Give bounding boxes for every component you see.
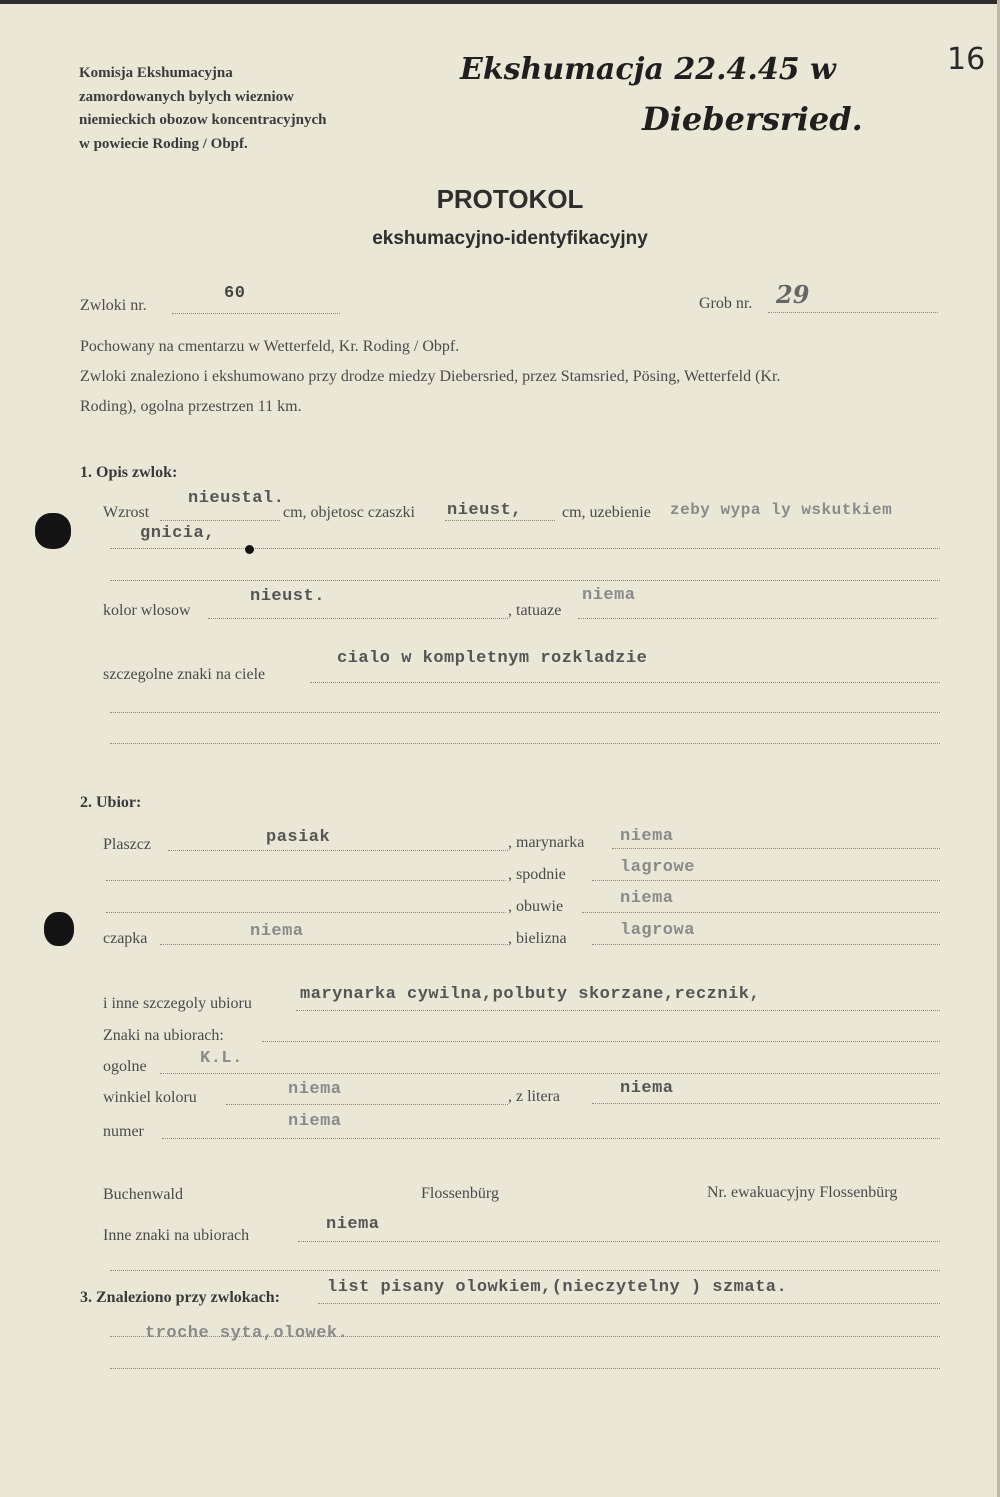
body-marks-line-3 [110,743,940,744]
other-clothing-marks-line [298,1241,940,1242]
document-subtitle: ekshumacyjno-identyfikacyjny [372,228,648,249]
institution-header [79,62,326,156]
flossenburg-label: Flossenbürg [421,1185,499,1202]
section2-heading: 2. Ubior: [80,794,142,811]
number-value: niema [288,1112,342,1131]
winkel-color-value: niema [288,1080,342,1099]
document-title: PROTOKOL [436,184,584,214]
skull-line [445,520,555,521]
other-clothing-line [296,1010,940,1011]
grave-number-label: Grob nr. [699,295,753,312]
other-clothing-value: marynarka cywilna,polbuty skorzane,recznik, [300,985,761,1004]
jacket-label: , marynarka [508,834,585,851]
tattoo-line [578,618,938,619]
teeth-line-2 [110,548,940,549]
found-items-value-line2: troche syta,olowek. [145,1324,349,1343]
institution-line: zamordowanych bylych wiezniow [79,88,294,105]
punch-hole [44,912,74,946]
cap-value: niema [250,922,304,941]
height-line [160,520,280,521]
tattoo-value: niema [582,586,636,605]
tattoo-label: , tatuaze [508,602,562,619]
jacket-value: niema [620,827,674,846]
clothing-marks-line [262,1041,940,1042]
found-items-line-3 [110,1368,940,1369]
letter-line [592,1103,940,1104]
cap-line [160,944,508,945]
cap-label: czapka [103,930,148,947]
ink-dot [245,545,254,554]
underwear-value: lagrowa [620,921,695,940]
body-number-line [172,313,340,314]
underwear-label: , bielizna [508,930,567,947]
buchenwald-label: Buchenwald [103,1186,183,1203]
trousers-label: , spodnie [508,866,566,883]
section1-heading: 1. Opis zwlok: [80,464,178,481]
institution-line: Komisja Ekshumacyjna [79,65,233,81]
institution-line: niemieckich obozow koncentracyjnych [79,112,327,128]
jacket-line [612,848,940,849]
skull-value: nieust, [447,501,522,520]
body-marks-line-2 [110,712,940,713]
hair-color-value: nieust. [250,587,325,606]
institution-line: w powiecie Roding / Obpf. [79,135,248,152]
trousers-value: lagrowe [620,858,695,877]
grave-number-line [768,312,938,313]
body-marks-line [310,682,940,683]
punch-hole [35,513,71,549]
coat-label: Plaszcz [103,836,151,853]
section3-heading: 3. Znaleziono przy zwlokach: [80,1289,280,1306]
letter-value: niema [620,1079,674,1098]
other-clothing-marks-label: Inne znaki na ubiorach [103,1227,250,1244]
handwritten-exhumation-date: Ekshumacja 22.4.45 w [460,52,836,87]
general-marks-line [160,1073,940,1074]
height-value: nieustal. [188,489,285,508]
winkel-color-line [226,1104,508,1105]
shoes-value: niema [620,889,674,908]
evacuation-number-label: Nr. ewakuacyjny Flossenbürg [707,1184,898,1201]
body-number-value: 60 [224,284,246,303]
coat-line-3 [106,912,506,913]
teeth-label: cm, uzebienie [562,504,651,521]
coat-line-2 [106,880,506,881]
shoes-line [582,912,940,913]
winkel-color-label: winkiel koloru [103,1089,197,1106]
handwritten-place: Diebersried. [642,100,863,138]
underwear-line [592,944,940,945]
shoes-label: , obuwie [508,898,564,915]
coat-line [168,850,508,851]
hair-color-label: kolor wlosow [103,602,191,619]
coat-value: pasiak [266,828,331,847]
clothing-marks-label: Znaki na ubiorach: [103,1027,224,1044]
found-text-line1: Zwloki znaleziono i ekshumowano przy drodze miedzy Diebersried, przez Stamsried, Pösing, Wetterfeld (Kr. [80,368,781,385]
body-marks-label: szczegolne znaki na ciele [103,666,266,683]
general-marks-value: K.L. [200,1049,243,1068]
other-clothing-label: i inne szczegoly ubioru [103,995,252,1012]
body-marks-value: cialo w kompletnym rozkladzie [337,649,648,668]
hair-color-line [208,618,508,619]
letter-label: , z litera [508,1088,560,1105]
other-clothing-marks-line-2 [110,1270,940,1271]
page-number: 16 [947,42,986,77]
found-text-line2: Roding), ogolna przestrzen 11 km. [80,398,302,415]
burial-text: Pochowany na cmentarzu w Wetterfeld, Kr. Roding / Obpf. [80,338,460,355]
body-number-label: Zwloki nr. [80,297,147,314]
height-label: Wzrost [103,504,150,521]
number-line [162,1138,940,1139]
trousers-line [592,880,940,881]
number-label: numer [103,1123,144,1140]
grave-number-value: 29 [776,280,810,309]
teeth-value: zeby wypa ly wskutkiem [670,501,893,519]
teeth-value-continued: gnicia, [140,524,215,543]
found-items-line [318,1303,940,1304]
general-marks-label: ogolne [103,1058,147,1075]
found-items-value-line1: list pisany olowkiem,(nieczytelny ) szmata. [327,1278,788,1297]
teeth-line-3 [110,580,940,581]
other-clothing-marks-value: niema [326,1215,380,1234]
skull-label: cm, objetosc czaszki [283,504,415,521]
